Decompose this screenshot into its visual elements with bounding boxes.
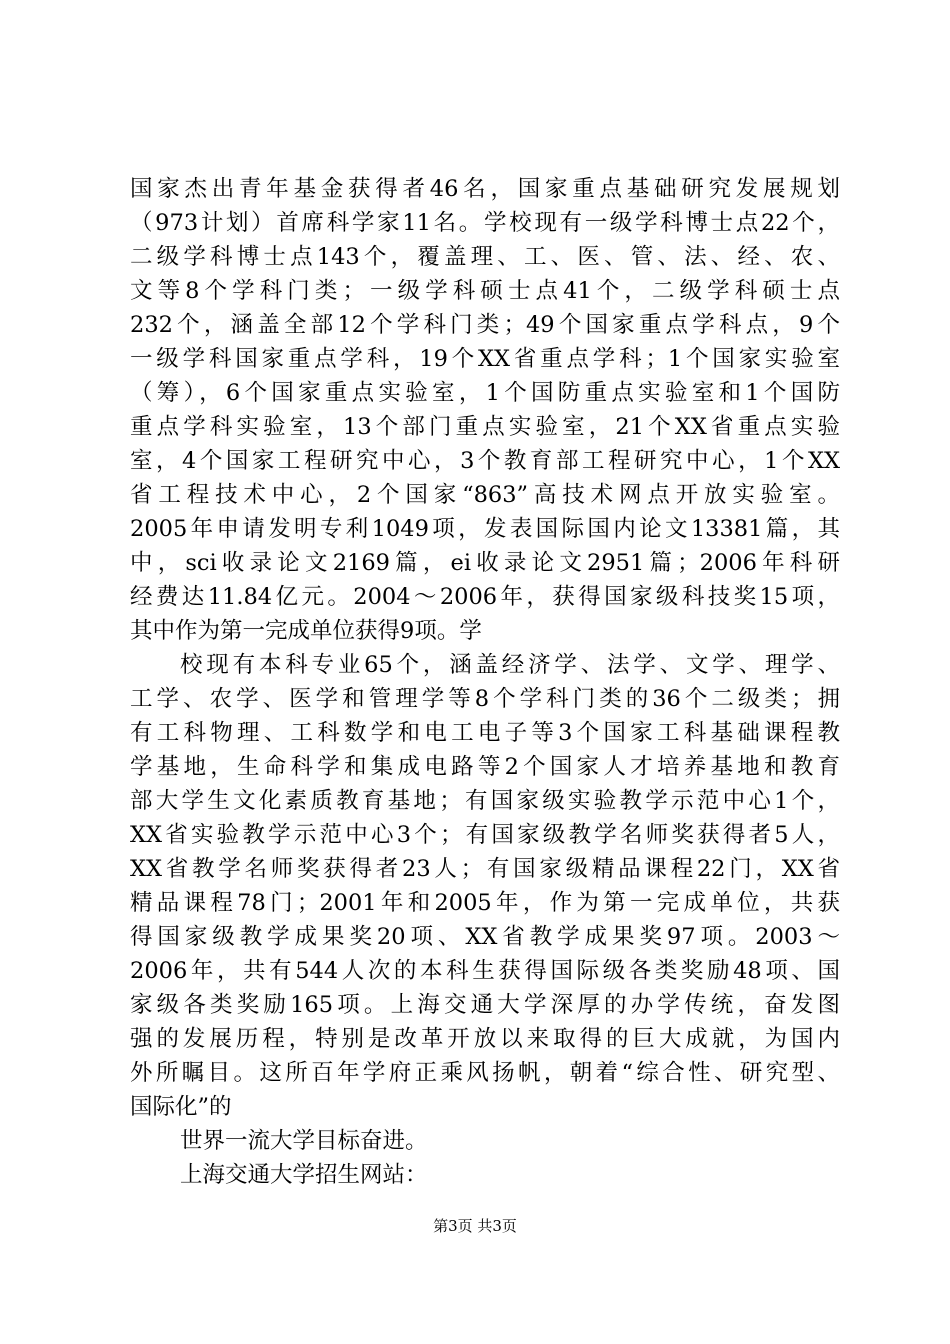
- body-line: 省工程技术中心，2个国家“863”高技术网点开放实验室。: [130, 482, 840, 508]
- body-line: （筹），6个国家重点实验室，1个国防重点实验室和1个国防: [130, 380, 840, 406]
- body-line: 家级各类奖励165项。上海交通大学深厚的办学传统，奋发图: [130, 992, 840, 1018]
- body-line: （973计划）首席科学家11名。学校现有一级学科博士点22个，: [130, 210, 840, 236]
- body-line: 经费达11.84亿元。2004～2006年，获得国家级科技奖15项，: [130, 584, 840, 610]
- body-line: 学基地，生命科学和集成电路等2个国家人才培养基地和教育: [130, 754, 840, 780]
- body-line: 世界一流大学目标奋进。: [180, 1128, 428, 1154]
- body-line: 国际化”的: [130, 1094, 232, 1120]
- body-line: 2006年，共有544人次的本科生获得国际级各类奖励48项、国: [130, 958, 840, 984]
- body-line: XX省实验教学示范中心3个；有国家级教学名师奖获得者5人，: [130, 822, 840, 848]
- body-line: 重点学科实验室，13个部门重点实验室，21个XX省重点实验: [130, 414, 840, 440]
- body-line: 2005年申请发明专利1049项，发表国际国内论文13381篇，其: [130, 516, 840, 542]
- body-line: 外所瞩目。这所百年学府正乘风扬帆，朝着“综合性、研究型、: [130, 1060, 840, 1086]
- body-line: 精品课程78门；2001年和2005年，作为第一完成单位，共获: [130, 890, 840, 916]
- body-line: 中，sci收录论文2169篇，ei收录论文2951篇；2006年科研: [130, 550, 840, 576]
- body-line: 上海交通大学招生网站：: [180, 1162, 428, 1188]
- body-line: 得国家级教学成果奖20项、XX省教学成果奖97项。2003～: [130, 924, 840, 950]
- body-line: 一级学科国家重点学科，19个XX省重点学科；1个国家实验室: [130, 346, 840, 372]
- body-line: 232个，涵盖全部12个学科门类；49个国家重点学科点，9个: [130, 312, 840, 338]
- body-line: 二级学科博士点143个，覆盖理、工、医、管、法、经、农、: [130, 244, 840, 270]
- body-line: 工学、农学、医学和管理学等8个学科门类的36个二级类；拥: [130, 686, 840, 712]
- body-line: 其中作为第一完成单位获得9项。学: [130, 618, 482, 644]
- body-line: 文等8个学科门类；一级学科硕士点41个，二级学科硕士点: [130, 278, 840, 304]
- body-line: 强的发展历程，特别是改革开放以来取得的巨大成就，为国内: [130, 1026, 840, 1052]
- body-line: XX省教学名师奖获得者23人；有国家级精品课程22门，XX省: [130, 856, 840, 882]
- body-line: 有工科物理、工科数学和电工电子等3个国家工科基础课程教: [130, 720, 840, 746]
- body-line: 室，4个国家工程研究中心，3个教育部工程研究中心，1个XX: [130, 448, 840, 474]
- body-line: 国家杰出青年基金获得者46名，国家重点基础研究发展规划: [130, 176, 840, 202]
- body-line: 校现有本科专业65个，涵盖经济学、法学、文学、理学、: [180, 652, 840, 678]
- body-line: 部大学生文化素质教育基地；有国家级实验教学示范中心1个，: [130, 788, 840, 814]
- page-number-footer: 第3页 共3页: [433, 1217, 517, 1235]
